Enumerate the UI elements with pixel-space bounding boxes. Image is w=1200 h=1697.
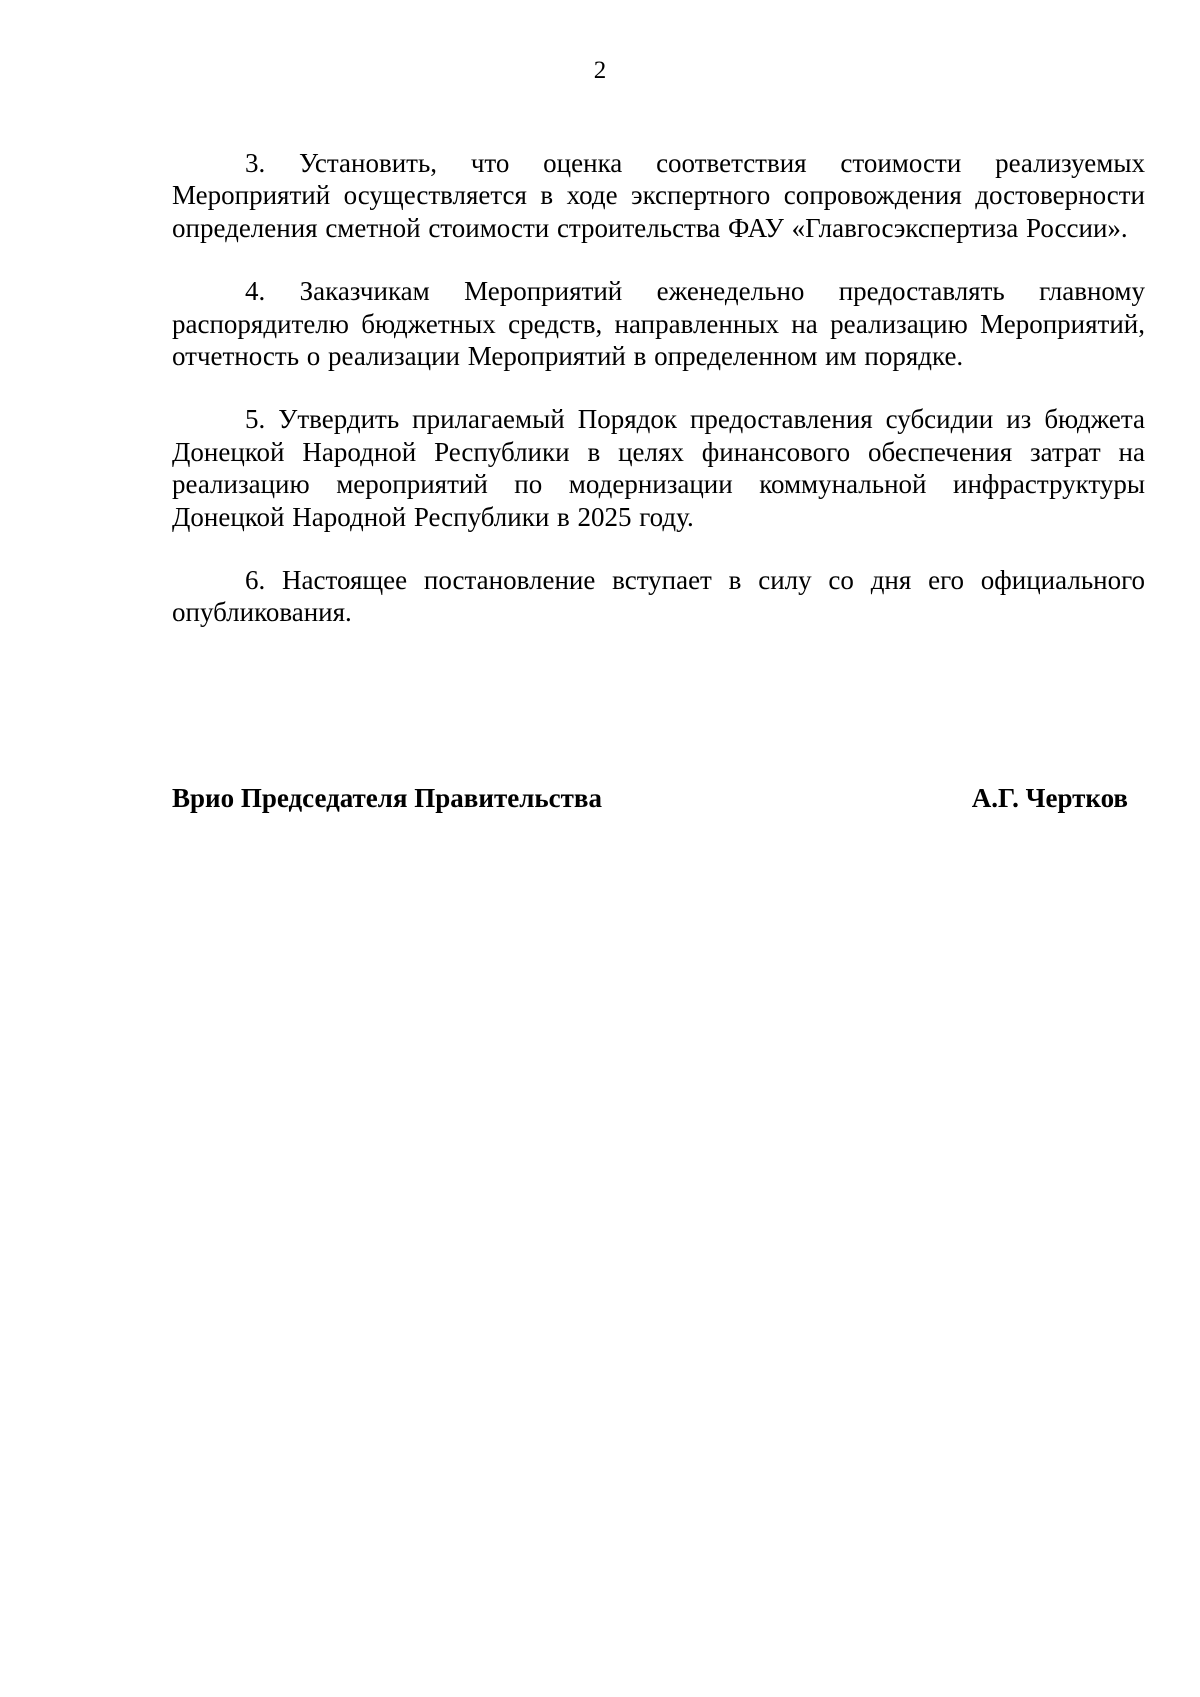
signature-block <box>172 782 1128 814</box>
signatory-name: А.Г. Чертков <box>971 783 1128 813</box>
paragraph-3: 3. Установить, что оценка соответствия стоимости реализуемых Мероприятий осуществляется в ходе экспертного сопровождения достоверности определения сметной стоимости строительства ФАУ «Главгосэкспертиза России». <box>172 148 1145 243</box>
page-number: 2 <box>593 57 607 84</box>
paragraph-4: 4. Заказчикам Мероприятий еженедельно предоставлять главному распорядителю бюджетных средств, направленных на реализацию Мероприятий, отчетность о реализации Мероприятий в определенном им порядке. <box>172 276 1145 372</box>
paragraph-6: 6. Настоящее постановление вступает в силу со дня его официального опубликования. <box>172 565 1145 628</box>
signatory-position: Врио Председателя Правительства <box>172 783 602 813</box>
document-body <box>172 147 1145 660</box>
paragraph-5: 5. Утвердить прилагаемый Порядок предоставления субсидии из бюджета Донецкой Народной Республики в целях финансового обеспечения затрат на реализацию мероприятий по модернизации коммунальной инфраструктуры Донецкой Народной Республики в 2025 году. <box>172 404 1145 532</box>
